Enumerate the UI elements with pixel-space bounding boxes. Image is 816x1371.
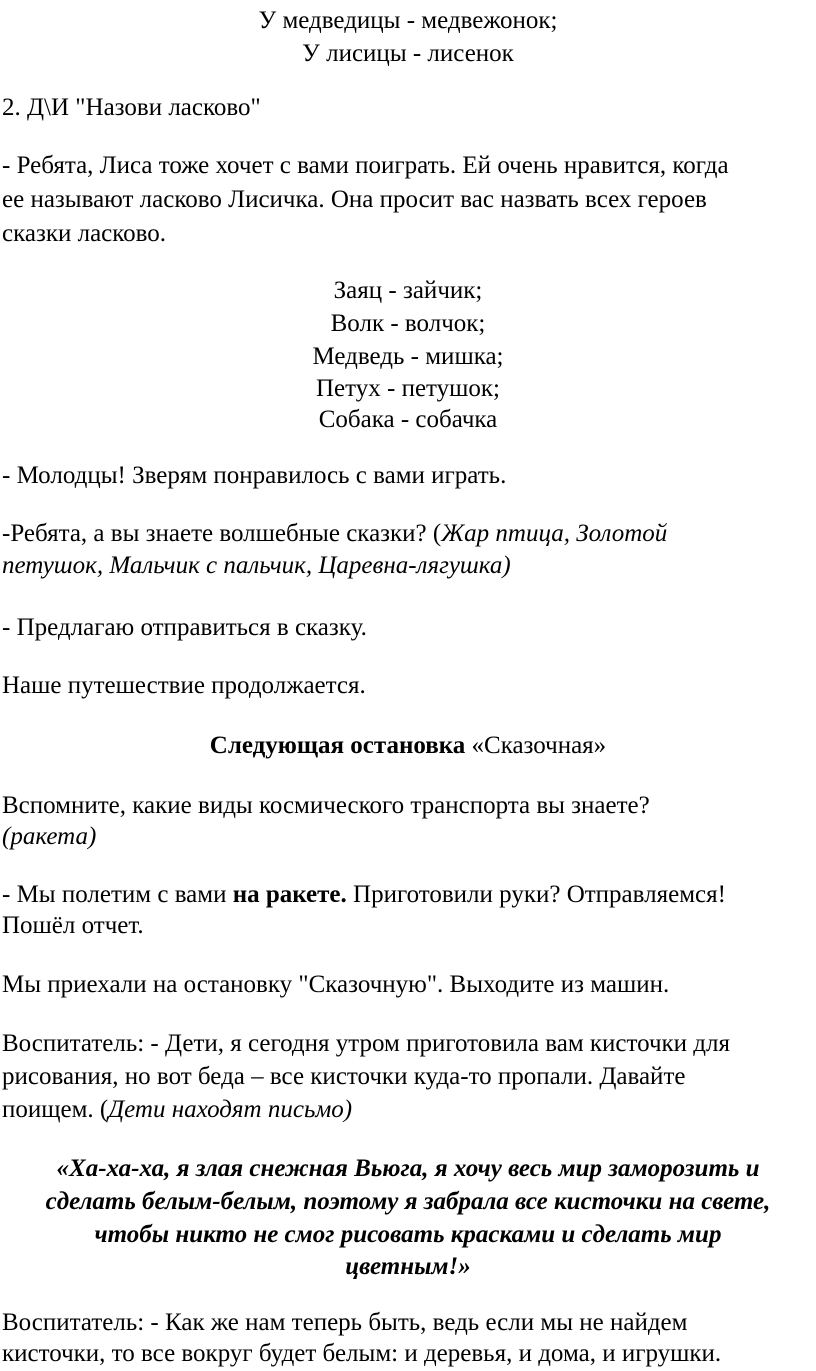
animal-line: Медведь - мишка; (312, 343, 504, 370)
tales-question (2, 516, 814, 551)
space-question: Вспомните, какие виды космического транспорта вы знаете? (2, 792, 650, 819)
rocket-bold: на ракете. (232, 881, 347, 908)
tales-answer-2-text: петушок, Мальчик с пальчик, Царевна-лягушка) (2, 552, 511, 579)
letter-text-2: сделать белым-белым, поэтому я забрала все кисточки на свете, (45, 1188, 771, 1215)
letter-text-1: «Ха-ха-ха, я злая снежная Вьюга, я хочу весь мир заморозить и (56, 1155, 760, 1182)
stop-heading (0, 728, 816, 763)
space-answer-text: (ракета) (2, 823, 97, 850)
animal-line: Волк - волчок; (330, 310, 486, 337)
teacher1-line-3-pre: поищем. ( (2, 1096, 109, 1123)
animal-line: Петух - петушок; (316, 375, 500, 402)
tales-question-text: -Ребята, а вы знаете волшебные сказки? ( (2, 520, 442, 547)
letter-text-4: цветным!» (345, 1253, 471, 1280)
teacher1-line-3-italic: Дети находят письмо) (108, 1096, 353, 1123)
stop-heading-name: «Сказочная» (465, 732, 607, 759)
arrived-text: Мы приехали на остановку "Сказочную". Выходите из машин. (2, 971, 670, 998)
teacher1-line-2: рисования, но вот беда – все кисточки куда-то пропали. Давайте (2, 1063, 686, 1090)
space-answer (2, 819, 814, 854)
tales-answer-2 (2, 548, 814, 583)
rocket-line-2: Пошёл отчет. (2, 912, 144, 939)
letter-line-4 (0, 1249, 816, 1284)
teacher2-line-2: кисточки, то все вокруг будет белым: и деревья, и дома, и игрушки. (2, 1340, 722, 1367)
offer-text: - Предлагаю отправиться в сказку. (2, 614, 367, 641)
animal-line: Собака - собачка (318, 406, 498, 433)
para1-line-2: ее называют ласково Лисичка. Она просит вас назвать всех героев (2, 186, 707, 213)
teacher1-line-1: Воспитатель: - Дети, я сегодня утром приготовила вам кисточки для (2, 1030, 731, 1057)
rocket-post: Приготовили руки? Отправляемся! (346, 881, 726, 908)
journey-text: Наше путешествие продолжается. (2, 672, 366, 699)
rocket-pre: - Мы полетим с вами (2, 881, 233, 908)
letter-line-3 (0, 1217, 816, 1252)
intro-line-2: У лисицы - лисенок (302, 40, 514, 67)
para1-line-3: сказки ласково. (2, 220, 167, 247)
animal-line: Заяц - зайчик; (333, 277, 483, 304)
rocket-line-1 (2, 877, 814, 912)
stop-heading-bold: Следующая остановка (209, 732, 466, 759)
para1-line-1: - Ребята, Лиса тоже хочет с вами поиграть. Ей очень нравится, когда (2, 152, 729, 179)
praise-text: - Молодцы! Зверям понравилось с вами играть. (2, 462, 507, 489)
game-title: 2. Д\И "Назови ласково" (2, 94, 261, 121)
letter-line-1 (0, 1151, 816, 1186)
tales-answer-1: Жар птица, Золотой (441, 520, 668, 547)
teacher2-line-1: Воспитатель: - Как же нам теперь быть, ведь если мы не найдем (2, 1309, 688, 1336)
letter-text-3: чтобы никто не смог рисовать красками и сделать мир (94, 1221, 722, 1248)
letter-line-2 (0, 1184, 816, 1219)
intro-line-1: У медведицы - медвежонок; (258, 7, 558, 34)
teacher1-line-3 (2, 1092, 814, 1127)
